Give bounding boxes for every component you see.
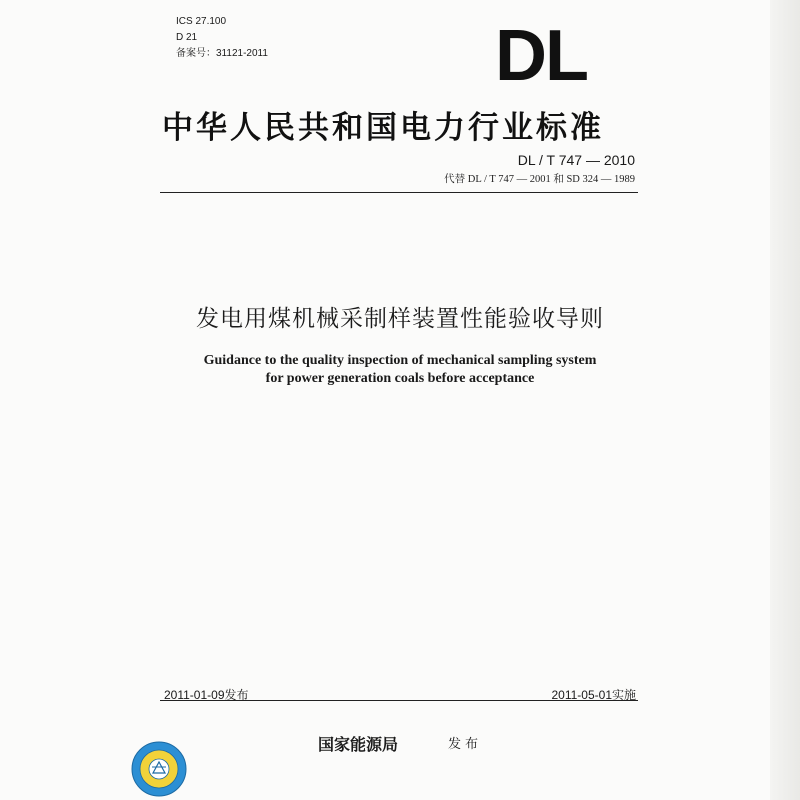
top-divider: [160, 192, 638, 193]
publisher-seal-icon: [130, 740, 188, 798]
bottom-divider: [160, 700, 638, 701]
english-title-line-2: for power generation coals before acceptance: [265, 371, 535, 386]
standard-number: DL / T 747 — 2010: [517, 152, 635, 168]
english-title: [150, 352, 650, 388]
issue-verb: 发布: [448, 737, 483, 752]
effective-date: 2011-05-01实施: [551, 688, 636, 702]
issuer-name: 国家能源局: [318, 735, 399, 754]
classification-block: [176, 14, 268, 62]
ics-code: ICS 27.100: [176, 16, 227, 27]
record-number: 备案号：31121-2011: [176, 48, 268, 59]
publish-date: 2011-01-09发布: [164, 688, 249, 702]
dl-logo: DL: [495, 16, 587, 96]
document-title: 发电用煤机械采制样装置性能验收导则: [196, 306, 604, 332]
page-edge-shadow: [770, 0, 800, 800]
standard-title: 中华人民共和国电力行业标准: [162, 110, 604, 146]
english-title-line-1: Guidance to the quality inspection of mechanical sampling system: [203, 353, 597, 368]
replaces-note: 代替 DL / T 747 — 2001 和 SD 324 — 1989: [444, 174, 635, 185]
classification-code: D 21: [176, 32, 198, 43]
